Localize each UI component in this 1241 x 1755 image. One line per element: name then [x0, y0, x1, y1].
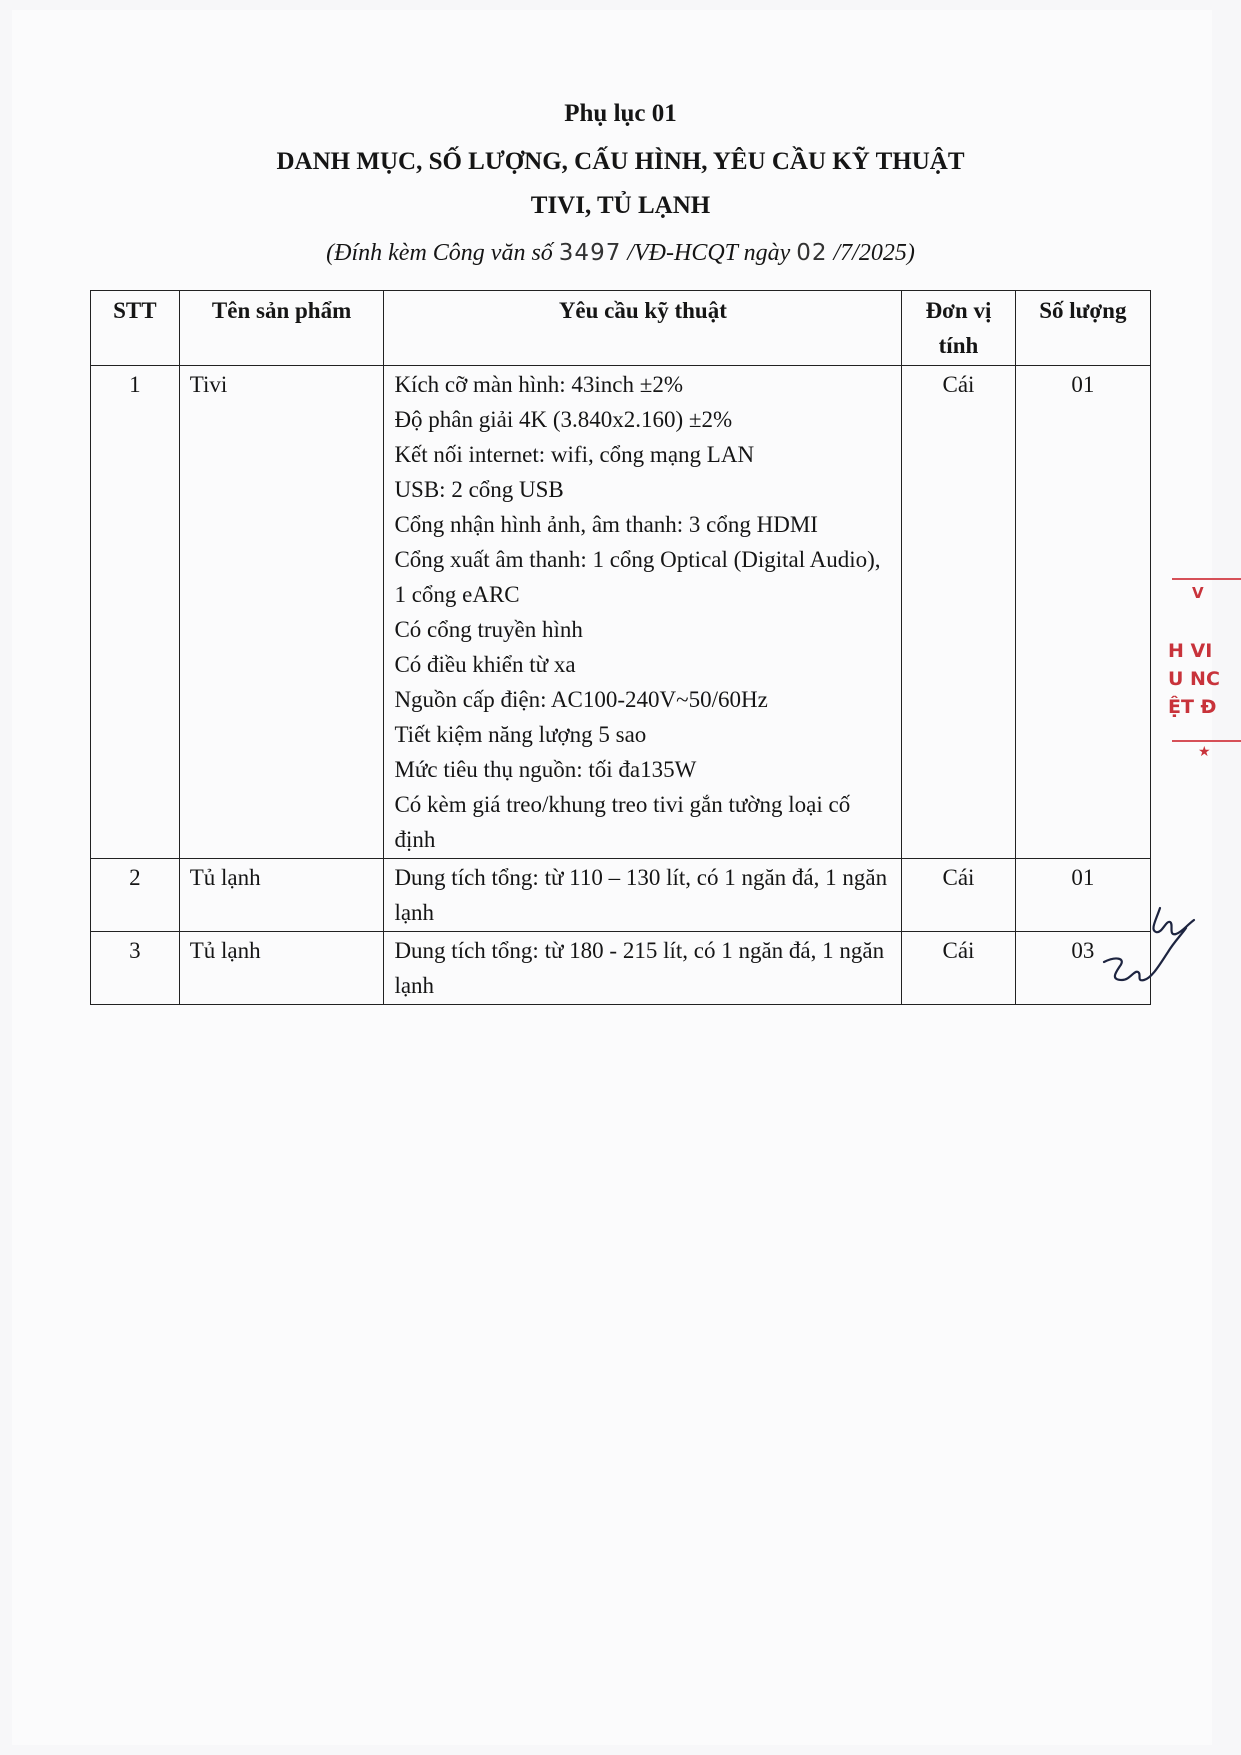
cell-stt: 1	[91, 366, 180, 859]
cell-requirements	[384, 366, 902, 859]
requirement-line: Dung tích tổng: từ 180 - 215 lít, có 1 ngăn đá, 1 ngăn lạnh	[394, 938, 885, 998]
stamp-text: ỆT Đ	[1168, 696, 1217, 718]
requirement-line: Có điều khiển từ xa	[394, 652, 576, 677]
cell-product-name: Tủ lạnh	[179, 859, 384, 932]
appendix-title: Phụ lục 01	[564, 100, 677, 127]
requirement-line: USB: 2 cổng USB	[394, 477, 564, 502]
cell-quantity: 01	[1015, 366, 1150, 859]
header-unit: Đơn vị tính	[902, 291, 1015, 366]
header-quantity: Số lượng	[1015, 291, 1150, 366]
document-title-line1: DANH MỤC, SỐ LƯỢNG, CẤU HÌNH, YÊU CẦU KỸ THUẬT	[276, 148, 965, 175]
stamp-text: H VI	[1168, 640, 1213, 662]
requirement-line: Độ phân giải 4K (3.840x2.160) ±2%	[394, 407, 733, 432]
requirement-line: Có kèm giá treo/khung treo tivi gắn tường loại cố định	[394, 792, 851, 852]
cell-stt: 2	[91, 859, 180, 932]
stamp-text: V	[1192, 584, 1204, 602]
cell-unit: Cái	[902, 859, 1015, 932]
cell-product-name: Tủ lạnh	[179, 932, 384, 1005]
red-stamp-fragment	[1168, 584, 1241, 860]
requirement-line: Mức tiêu thụ nguồn: tối đa135W	[394, 757, 697, 782]
reference-middle: /VĐ-HCQT ngày	[621, 240, 797, 266]
table-header-row	[91, 291, 1151, 366]
requirement-line: Có cổng truyền hình	[394, 617, 583, 642]
reference-prefix: (Đính kèm Công văn số	[326, 240, 559, 266]
cell-quantity: 01	[1015, 859, 1150, 932]
header-product-name: Tên sản phẩm	[179, 291, 384, 366]
header-stt: STT	[91, 291, 180, 366]
handwritten-signature	[1090, 900, 1200, 1000]
requirement-line: Dung tích tổng: từ 110 – 130 lít, có 1 ngăn đá, 1 ngăn lạnh	[394, 865, 888, 925]
table-row	[91, 932, 1151, 1005]
requirement-line: Cổng xuất âm thanh: 1 cổng Optical (Digital Audio), 1 cổng eARC	[394, 547, 881, 607]
stamp-arc-top	[1172, 578, 1241, 580]
specification-table	[90, 290, 1151, 1005]
reference-line	[0, 240, 1241, 267]
reference-number-handwritten: 3497	[558, 240, 622, 266]
requirement-line: Kết nối internet: wifi, cổng mạng LAN	[394, 442, 755, 467]
cell-requirements	[384, 932, 902, 1005]
cell-stt: 3	[91, 932, 180, 1005]
cell-product-name: Tivi	[179, 366, 384, 859]
reference-day-handwritten: 02	[796, 240, 828, 266]
cell-quantity: 03	[1015, 932, 1150, 1005]
requirement-line: Cổng nhận hình ảnh, âm thanh: 3 cổng HDMI	[394, 512, 818, 537]
stamp-arc-bottom	[1172, 740, 1241, 742]
reference-suffix: /7/2025)	[827, 240, 915, 266]
cell-requirements	[384, 859, 902, 932]
stamp-star-icon: ★	[1198, 744, 1211, 760]
table-row	[91, 366, 1151, 859]
stamp-text: U NC	[1168, 668, 1220, 690]
requirement-line: Tiết kiệm năng lượng 5 sao	[394, 722, 647, 747]
header-requirements: Yêu cầu kỹ thuật	[384, 291, 902, 366]
cell-unit: Cái	[902, 366, 1015, 859]
requirement-line: Kích cỡ màn hình: 43inch ±2%	[394, 372, 684, 397]
document-title-line2: TIVI, TỦ LẠNH	[530, 192, 711, 219]
requirement-line: Nguồn cấp điện: AC100-240V~50/60Hz	[394, 687, 768, 712]
table-row	[91, 859, 1151, 932]
cell-unit: Cái	[902, 932, 1015, 1005]
